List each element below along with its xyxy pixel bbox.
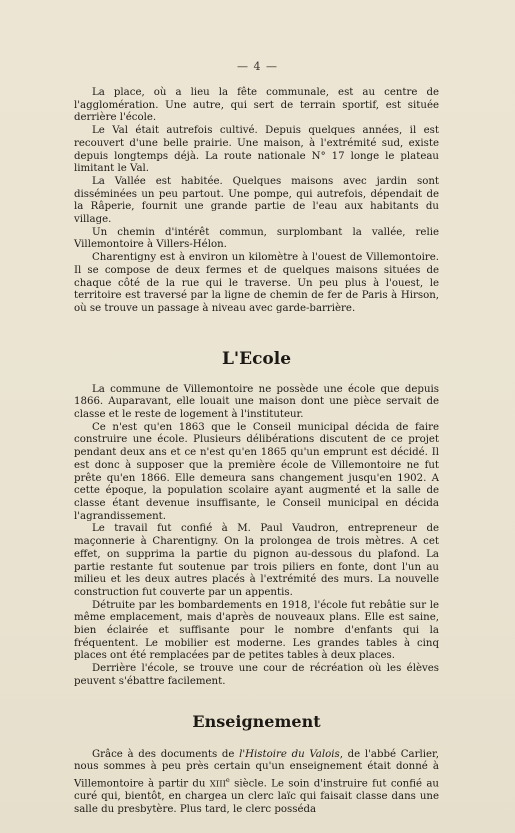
intro-paragraph: La place, où a lieu la fête communale, est au centre de l'agglomération. Une autre, qui sert de terrain sportif, est située derrière l'école.: [74, 87, 439, 124]
section-heading-ecole: L'Ecole: [221, 348, 292, 369]
ecole-paragraph: La commune de Villemontoire ne possède une école que depuis 1866. Auparavant, elle louait une maison dont une pièce servait de classe et le reste de logement à l'instituteur.: [74, 383, 439, 421]
ecole-paragraph: Ce n'est qu'en 1863 que le Conseil municipal décida de faire construire une école. Plusieurs délibérations discutent de ce projet pendant deux ans et ce n'est qu'en 1865 qu'un emprunt est décidé. Il est donc à supposer que la première école de Villemontoire ne fut prête qu'en 1866. Elle demeura sans changement jusqu'en 1902. A cette époque, la population scolaire ayant augmenté et la salle de classe étant devenue insuffisante, le Conseil municipal en décida l'agrandissement.: [74, 421, 439, 522]
book-title: l'Histoire du Valois: [239, 748, 340, 760]
century-numeral: XIII: [209, 779, 226, 790]
intro-section: [74, 87, 439, 316]
text-run: siècle. Le soin d'instruire fut confié au curé qui, bientôt, en chargea un clerc laïc qui faisait classe dans une salle du presbytère. Plus tard, le clerc posséda: [74, 778, 439, 815]
intro-paragraph: Charentigny est à environ un kilomètre à l'ouest de Villemontoire. Il se compose de deux fermes et de quelques maisons situées de chaque côté de la rue qui le traverse. Un peu plus à l'ouest, le territoire est traversé par la ligne de chemin de fer de Paris à Hirson, où se trouve un passage à niveau avec garde-barrière.: [74, 252, 439, 314]
text-run: Grâce à des documents de: [92, 748, 240, 760]
enseignement-section: [74, 749, 439, 817]
ecole-paragraph: Le travail fut confié à M. Paul Vaudron, entrepreneur de maçonnerie à Charentigny. On la prolongea de trois mètres. A cet effet, on supprima la partie du pignon au-dessous du plafond. La partie restante fut soutenue par trois piliers en fonte, dont l'un au milieu et les deux autres placés à l'extrémité des murs. La nouvelle construction fut couverte par un appentis.: [74, 523, 439, 598]
intro-paragraph: Un chemin d'intérêt commun, surplombant la vallée, relie Villemontoire à Villers-Hélon.: [74, 226, 439, 251]
page-number: — 4 —: [237, 60, 278, 73]
intro-paragraph: Le Val était autrefois cultivé. Depuis quelques années, il est recouvert d'une belle prairie. Une maison, à l'extrémité sud, existe depuis longtemps déjà. La route nationale N° 17 longe le plateau limitant le Val.: [74, 125, 439, 175]
ecole-paragraph: Détruite par les bombardements en 1918, l'école fut rebâtie sur le même emplacement, mais d'après de nouveaux plans. Elle est saine, bien éclairée et suffisante pour le nombre d'enfants qui la fréquentent. Le mobilier est moderne. Les grandes tables à cinq places ont été remplacées par de petites tables à deux places.: [74, 599, 439, 662]
ecole-section: [74, 384, 439, 689]
text-run: , de l'abbé Carlier, nous sommes à peu près certain qu'un enseignement était donné à Villemontoire à partir du: [74, 748, 440, 790]
intro-paragraph: La Vallée est habitée. Quelques maisons avec jardin sont disséminées un peu partout. Une pompe, qui autrefois, dépendait de la Râperie, fournit une grande partie de l'eau aux habitants du village.: [74, 175, 439, 226]
section-heading-enseignement: Enseignement: [192, 711, 321, 731]
page-body: [74, 87, 439, 816]
century-suffix: e: [225, 775, 230, 784]
enseignement-paragraph: [74, 749, 439, 817]
ecole-paragraph: Derrière l'école, se trouve une cour de récréation où les élèves peuvent s'ébattre facilement.: [74, 663, 439, 687]
